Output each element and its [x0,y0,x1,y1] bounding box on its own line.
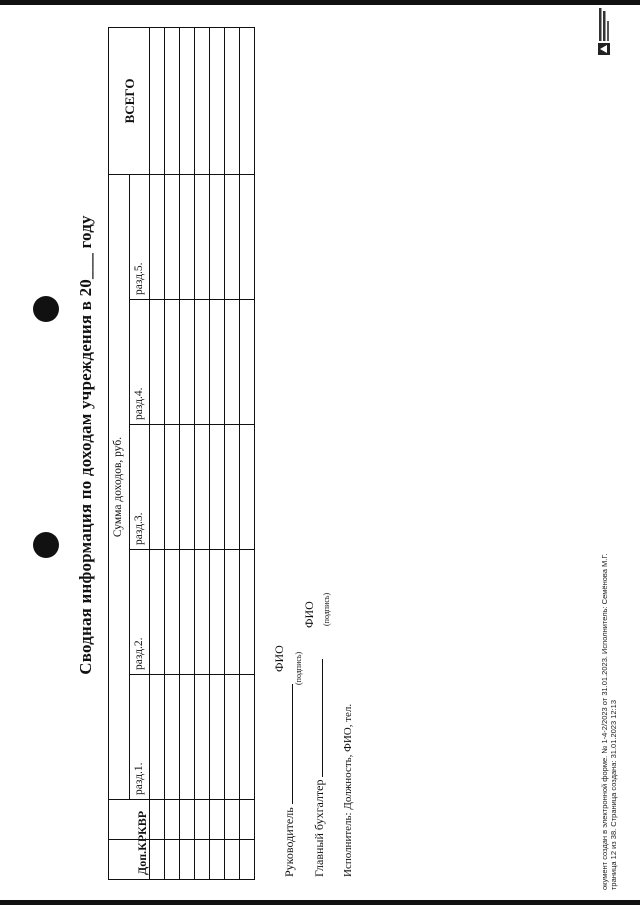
header-dop-kr: Доп.КР [109,840,150,880]
header-razd-2: разд.2. [129,550,150,675]
head-signature-caption: (подпись) [294,651,303,685]
table-row [180,27,195,879]
government-stamp [597,7,613,55]
income-table [108,27,255,880]
chief-accountant-label: Главный бухгалтер [312,779,326,877]
head-signature-line [282,684,297,877]
executor-line: Исполнитель: Должность, ФИО, тел. [342,703,354,877]
table-row [225,27,240,879]
head-fio: ФИО [272,645,286,672]
table-row [195,27,210,879]
footer-line-1: окумент создан в электронной форме. № 1-4-2/2023 от 31.01.2023. Исполнитель: Семёнова М.Г. [600,553,609,890]
document-title: Сводная информация по доходам учреждения в 20___ году [76,215,95,675]
stamp-logo-icon [597,7,613,55]
footer-line-2: траница 12 из 38. Страница создана: 31.01.2023 12:13 [609,700,618,890]
header-income-sum: Сумма доходов, руб. [109,174,130,799]
table-row [165,27,180,879]
table-row [150,27,165,879]
header-razd-4: разд.4. [129,300,150,425]
head-label: Руководитель [282,807,296,877]
chief-accountant-signature-caption: (подпись) [322,592,331,626]
header-razd-5: разд.5. [129,174,150,299]
table-row [240,27,255,879]
header-kvr: КВР [109,800,150,840]
scan-bottom-edge [0,900,640,905]
header-razd-1: разд.1. [129,675,150,800]
chief-accountant-fio: ФИО [302,601,316,628]
header-total: ВСЕГО [109,27,150,174]
table-row [210,27,225,879]
header-razd-3: разд.3. [129,425,150,550]
chief-accountant-signature-line [312,659,327,877]
